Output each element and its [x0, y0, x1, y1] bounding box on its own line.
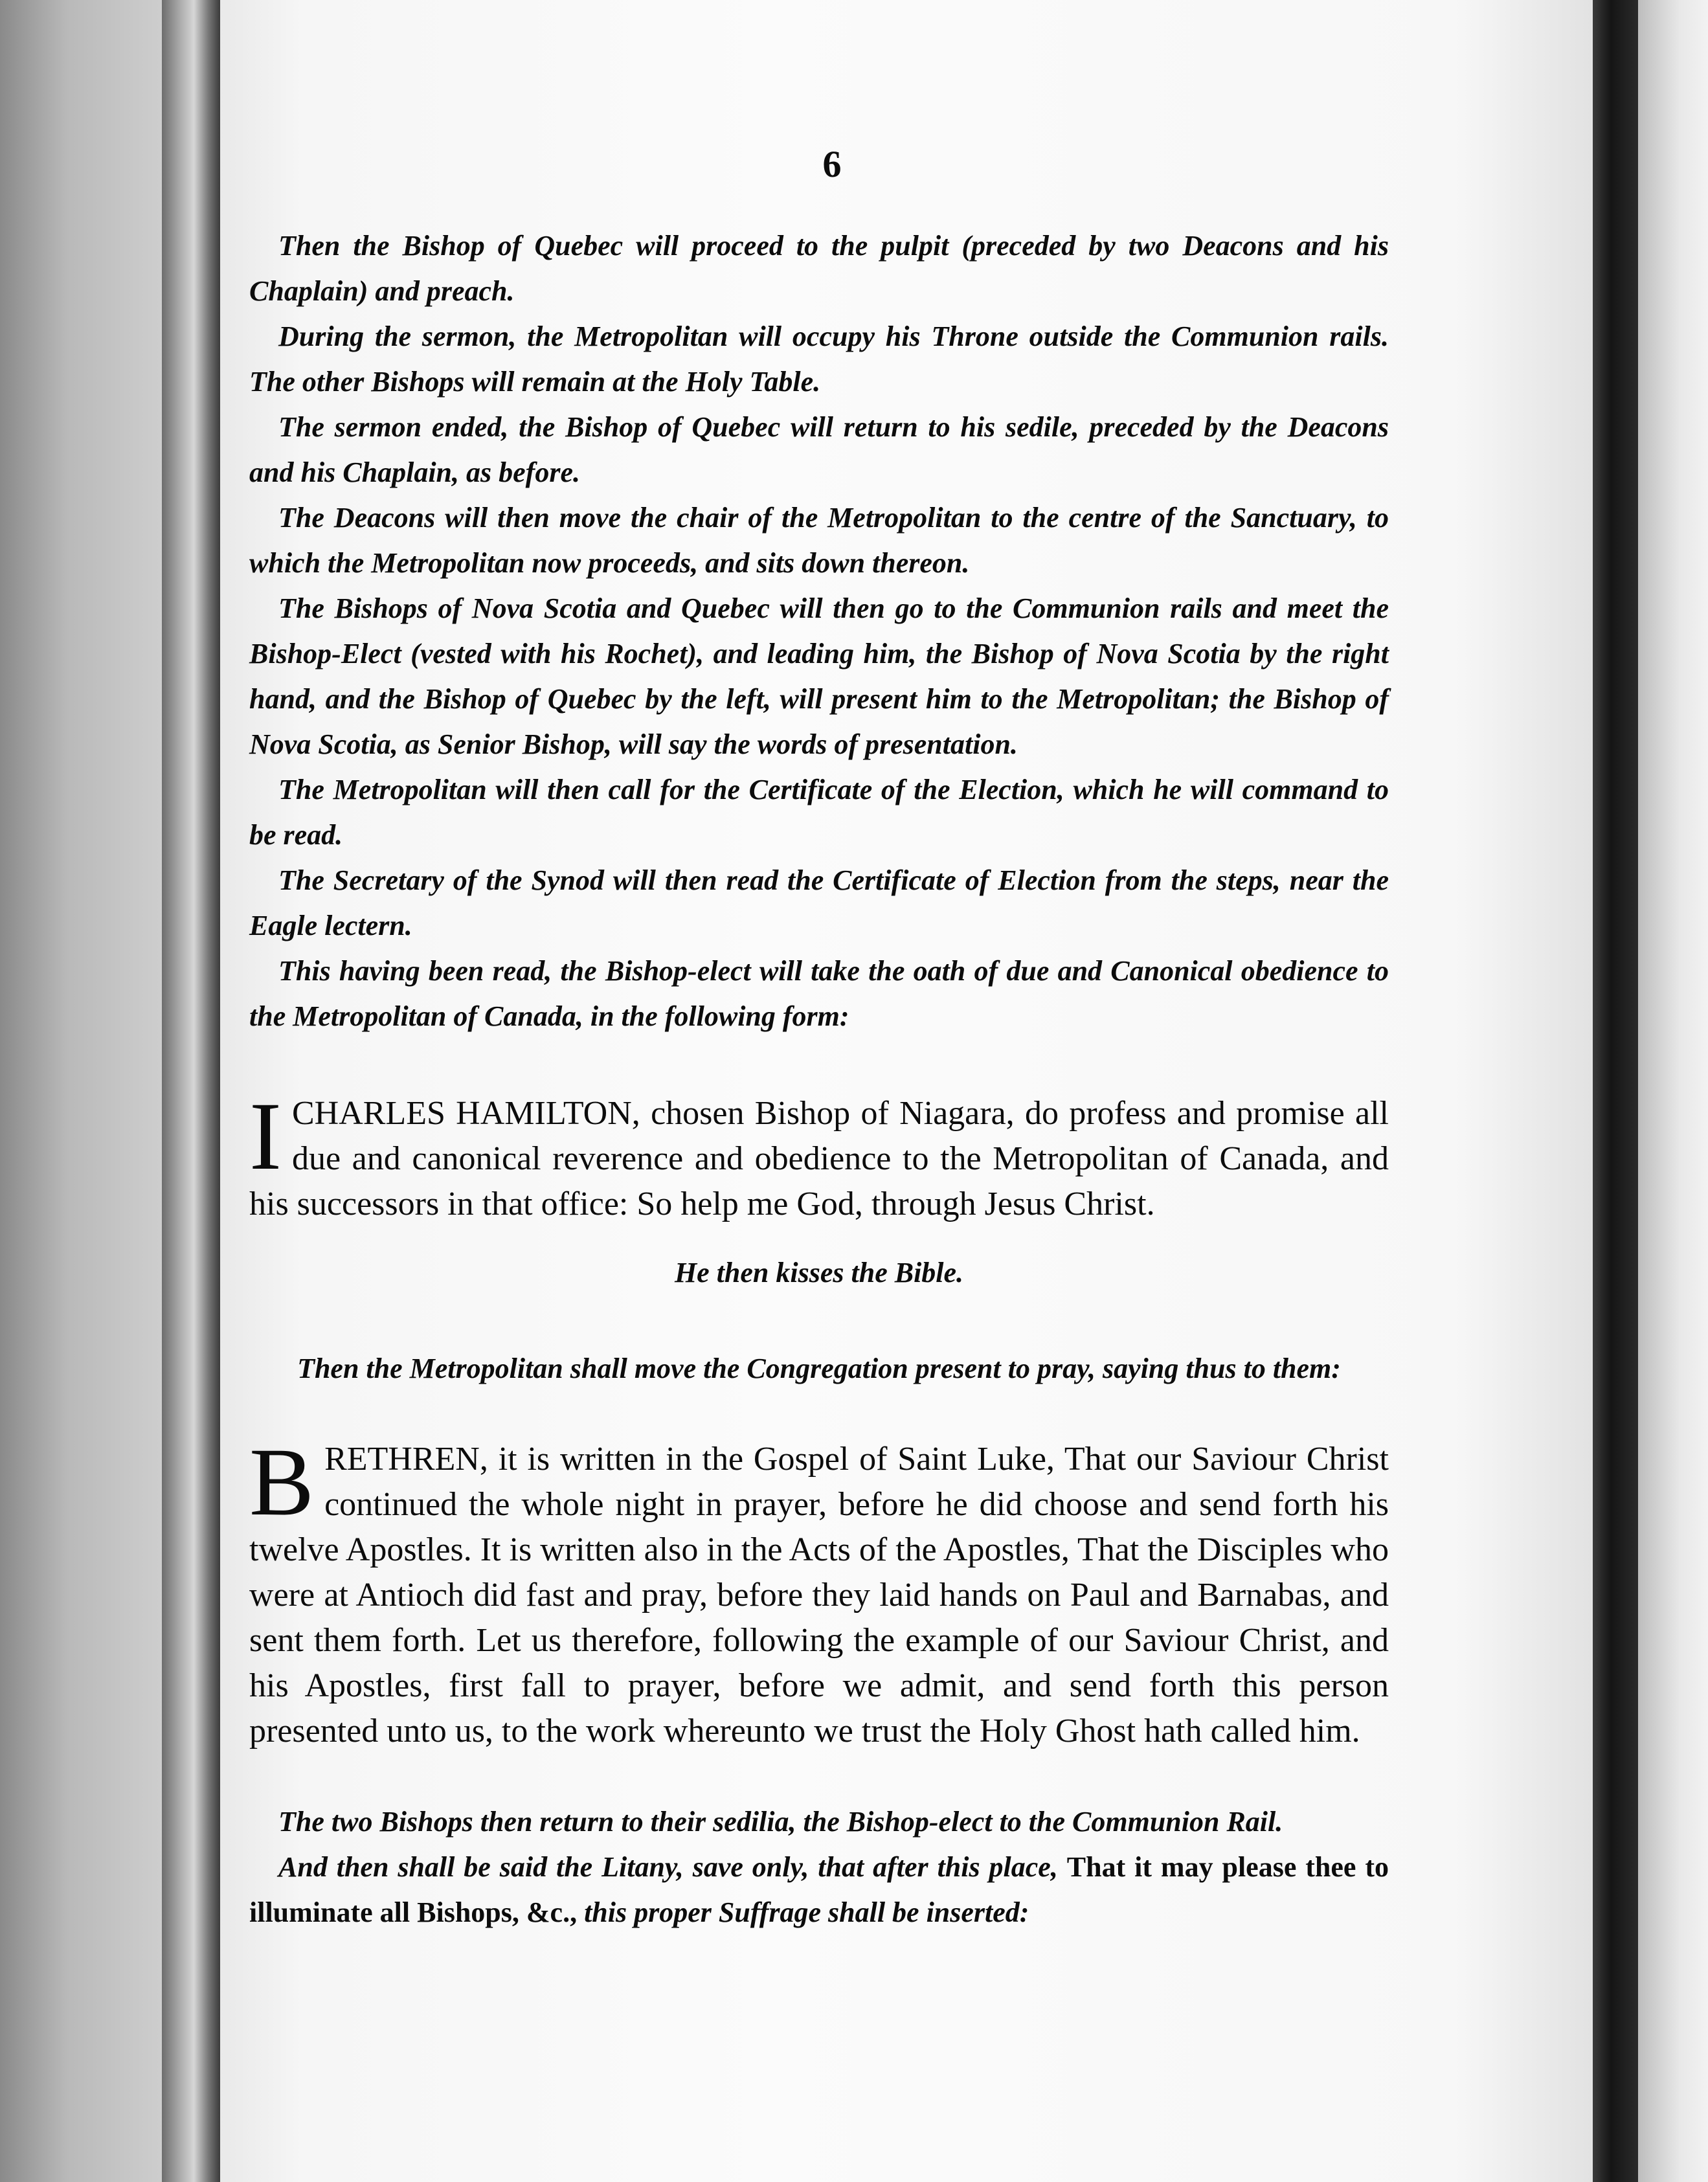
rubric-sermon: During the sermon, the Metropolitan will occupy his Throne outside the Communion rails. The other Bishops will remain at the Holy Table. [249, 321, 1389, 398]
rubric-presentation: The Bishops of Nova Scotia and Quebec will then go to the Communion rails and meet the Bishop-Elect (vested with his Rochet), and leading him, the Bishop of Nova Scotia by the right hand, and the Bishop of Quebec by the left, will present him to the Metropolitan; the Bishop of Nova Scotia, as Senior Bishop, will say the words of presentation. [249, 592, 1389, 760]
oath-text [249, 1083, 1389, 1227]
litany-italic-b: this proper Suffrage shall be inserted: [584, 1896, 1029, 1928]
rubric-deacons-chair: The Deacons will then move the chair of the Metropolitan to the centre of the Sanctuary, to which the Metropolitan now proceeds, and sits down thereon. [249, 502, 1389, 579]
rubric-kiss-bible: He then kisses the Bible. [674, 1257, 964, 1288]
book-binding [162, 0, 220, 2182]
scan-background-left [0, 0, 168, 2182]
exhortation-body: RETHREN, it is written in the Gospel of Saint Luke, That our Saviour Christ continued the whole night in prayer, before he did choose and send forth his twelve Apostles. It is written also in the Acts of the Apostles, That the Disciples who were at Antioch did fast and pray, before they laid hands on Paul and Barnabas, and sent them forth. Let us therefore, following the example of our Saviour Christ, and his Apostles, first fall to prayer, before we admit, and send forth this person presented unto us, to the work whereunto we trust the Holy Ghost hath called him. [249, 1441, 1389, 1749]
rubric-return-sedilia: The two Bishops then return to their sedilia, the Bishop-elect to the Communion Rail. [278, 1806, 1283, 1838]
exhortation-dropcap: B [249, 1428, 315, 1536]
page-content [249, 142, 1389, 1935]
litany-italic-a: And then shall be said the Litany, save only, that after this place, [278, 1851, 1058, 1883]
rubric-certificate-call: The Metropolitan will then call for the Certificate of the Election, which he will command to be read. [249, 774, 1389, 851]
rubric-litany [249, 1845, 1389, 1935]
rubric-oath-intro: This having been read, the Bishop-elect will take the oath of due and Canonical obedience to the Metropolitan of Canada, in the following form: [249, 955, 1389, 1032]
page-number: 6 [822, 143, 842, 185]
rubric-sermon-ended: The sermon ended, the Bishop of Quebec will return to his sedile, preceded by the Deacons and his Chaplain, as before. [249, 411, 1389, 488]
oath-body: CHARLES HAMILTON, chosen Bishop of Niagara, do profess and promise all due and canonical reverence and obedience to the Metropolitan of Canada, and his successors in that office: So help me God, through Jesus Christ. [249, 1095, 1389, 1222]
rubric-prayer-intro: Then the Metropolitan shall move the Congregation present to pray, saying thus to them: [297, 1353, 1341, 1384]
oath-dropcap: I [249, 1083, 282, 1190]
exhortation-text [249, 1428, 1389, 1754]
rubric-pulpit: Then the Bishop of Quebec will proceed to the pulpit (preceded by two Deacons and his Chaplain) and preach. [249, 230, 1389, 307]
litany-suffrage-words: That it may please thee to illuminate all Bishops, &c., [249, 1851, 1389, 1928]
page-fore-edge [1593, 0, 1638, 2182]
scan-background-right [1638, 0, 1708, 2182]
rubric-certificate-read: The Secretary of the Synod will then read the Certificate of Election from the steps, near the Eagle lectern. [249, 864, 1389, 941]
